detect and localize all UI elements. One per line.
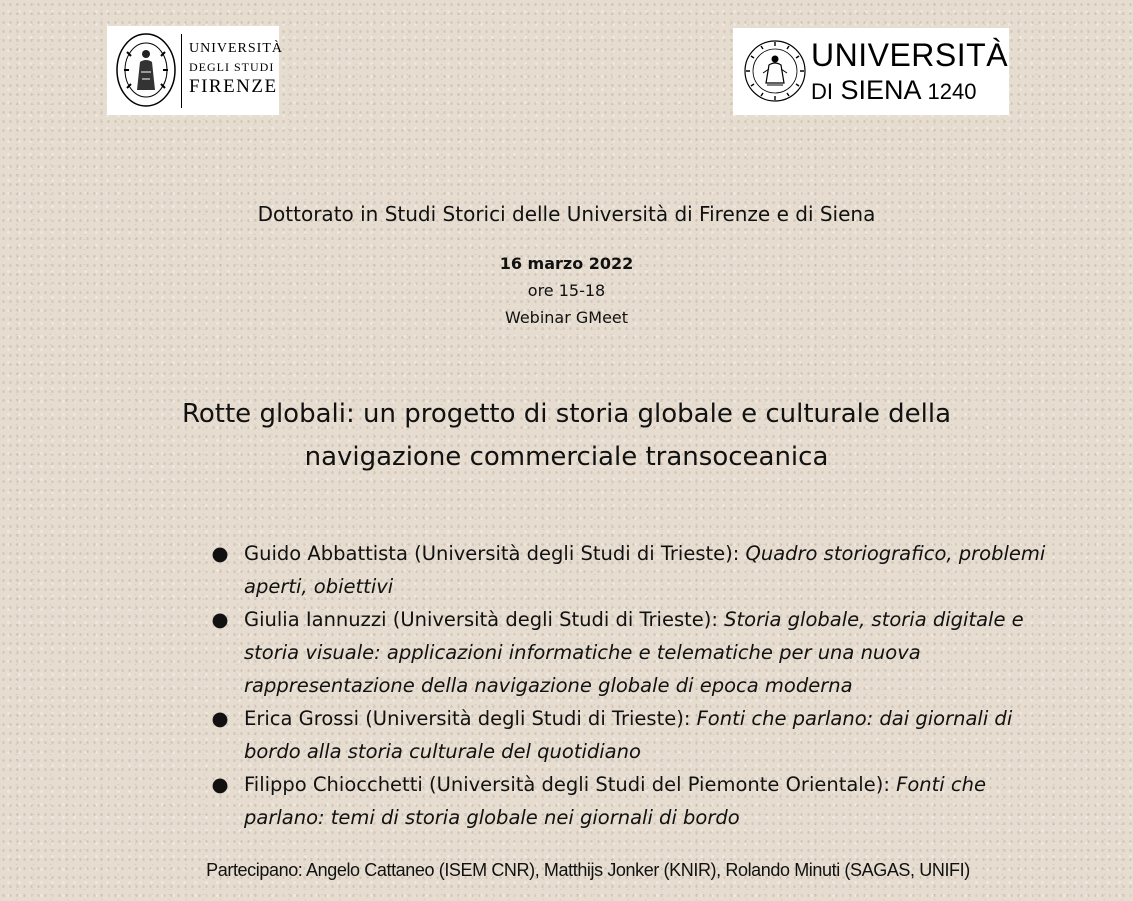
program-name: Dottorato in Studi Storici delle Università di Firenze e di Siena <box>257 202 876 226</box>
siena-wordmark-siena: SIENA <box>840 75 922 105</box>
speaker-item <box>210 603 1050 702</box>
speaker-name: Guido Abbattista (Università degli Studi di Trieste): <box>244 542 746 565</box>
siena-wordmark-year: 1240 <box>927 79 977 104</box>
speaker-name: Giulia Iannuzzi (Università degli Studi di Trieste): <box>244 608 725 631</box>
talk-title-line2: navigazione commerciale transoceanica <box>304 442 829 472</box>
speaker-item <box>210 702 1050 768</box>
firenze-wordmark-line1: UNIVERSITÀ <box>189 41 283 56</box>
logo-universita-firenze <box>107 26 283 115</box>
firenze-wordmark-line2: DEGLI STUDI <box>189 60 275 74</box>
speaker-item <box>210 537 1050 603</box>
bullet-icon: ● <box>211 608 229 631</box>
participants-line: Partecipano: Angelo Cattaneo (ISEM CNR), Matthijs Jonker (KNIR), Rolando Minuti (SAGAS, UNIFI) <box>206 860 970 880</box>
siena-wordmark-line2 <box>811 74 1008 108</box>
bullet-icon: ● <box>211 542 229 565</box>
bullet-icon: ● <box>211 773 229 796</box>
speaker-name: Erica Grossi (Università degli Studi di Trieste): <box>244 707 697 730</box>
bullet-icon: ● <box>211 707 229 730</box>
logo-divider <box>181 34 182 108</box>
siena-wordmark-di: DI <box>811 79 833 104</box>
event-venue: Webinar GMeet <box>504 308 629 327</box>
speaker-topic: Quadro storiografico, problemi aperti, obiettivi <box>244 542 1046 598</box>
speaker-list <box>210 537 1050 834</box>
speaker-topic: Fonti che parlano: dai giornali di bordo alla storia culturale del quotidiano <box>244 707 1013 763</box>
event-date: 16 marzo 2022 <box>499 254 634 273</box>
event-time: ore 15-18 <box>527 281 606 300</box>
firenze-wordmark <box>189 39 283 99</box>
firenze-wordmark-line3: FIRENZE <box>189 76 278 97</box>
logo-universita-siena <box>733 28 1009 115</box>
speaker-name: Filippo Chiocchetti (Università degli Studi del Piemonte Orientale): <box>244 773 897 796</box>
speaker-topic: Fonti che parlano: temi di storia globale nei giornali di bordo <box>244 773 986 829</box>
speaker-topic: Storia globale, storia digitale e storia visuale: applicazioni informatiche e telematiche per una nuova rappresentazione della navigazione globale di epoca moderna <box>244 608 1024 697</box>
talk-title-line1: Rotte globali: un progetto di storia globale e culturale della <box>181 399 952 429</box>
firenze-seal-icon <box>115 32 177 108</box>
siena-wordmark-line1: UNIVERSITÀ <box>811 37 1009 73</box>
siena-seal-icon <box>743 39 807 103</box>
talk-title <box>0 393 1133 479</box>
speaker-item <box>210 768 1050 834</box>
siena-wordmark <box>811 36 1008 108</box>
